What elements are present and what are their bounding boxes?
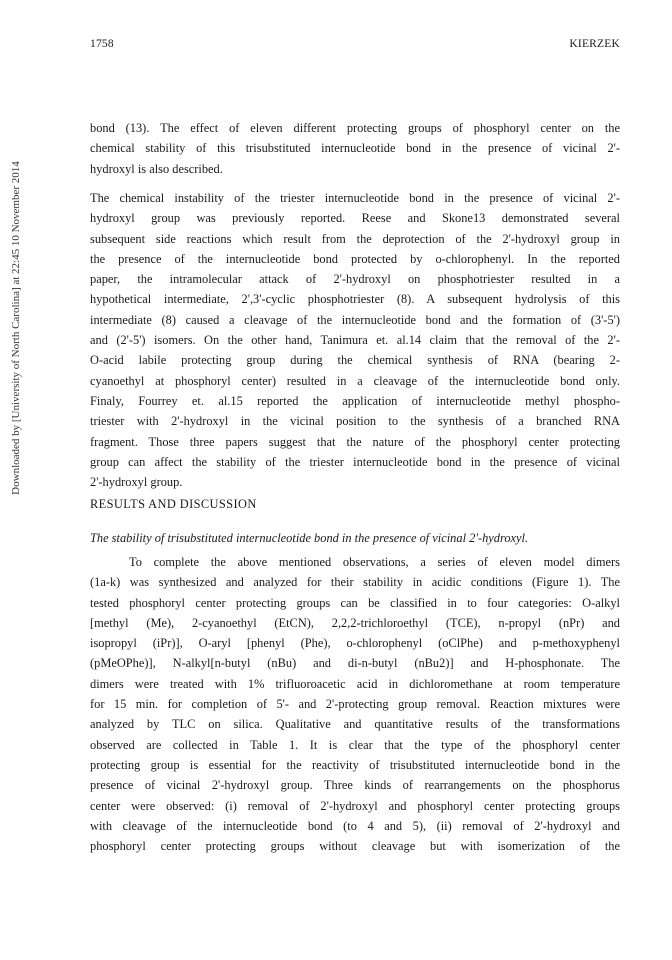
text-line: analyzed by TLC on silica. Qualitative and quantitative results of the transformations [90, 717, 620, 732]
text-line: To complete the above mentioned observations, a series of eleven model dimers [129, 555, 620, 569]
text-line: Finaly, Fourrey et. al.15 reported the application of internucleotide methyl phospho- [90, 393, 620, 408]
text-line: O-acid labile protecting group during the chemical synthesis of RNA (bearing 2- [90, 353, 620, 368]
text-line: bond (13). The effect of eleven different protecting groups of phosphoryl center on the [90, 121, 620, 135]
text-line: center were observed: (i) removal of 2'-hydroxyl and phosphoryl center protecting groups [90, 798, 620, 813]
text-line: isopropyl (iPr)], O-aryl [phenyl (Phe), o-chlorophenyl (oClPhe) and p-methoxyphenyl [90, 636, 620, 651]
text-line: the presence of the internucleotide bond protected by o-chlorophenyl. In the reported [90, 251, 620, 266]
text-line: paper, the intramolecular attack of 2'-hydroxyl on phosphotriester resulted in a [90, 272, 620, 287]
text-line: hydroxyl group was previously reported. Reese and Skone13 demonstrated several [90, 211, 620, 226]
text-line: 2'-hydroxyl group. [90, 475, 183, 490]
text-line: hydroxyl is also described. [90, 161, 223, 176]
text-line: with cleavage of the internucleotide bond (to 4 and 5), (ii) removal of 2'-hydroxyl and [90, 818, 620, 833]
text-line: chemical stability of this trisubstituted internucleotide bond in the presence of vicinal 2'- [90, 141, 620, 156]
text-line: (1a-k) was synthesized and analyzed for their stability in acidic conditions (Figure 1). The [90, 575, 620, 590]
text-line: subsequent side reactions which result from the deprotection of the 2'-hydroxyl group in [90, 231, 620, 246]
paragraph-intro [90, 118, 620, 179]
text-line: cyanoethyl at phosphoryl center) resulted in a cleavage of the internucleotide bond only. [90, 373, 620, 388]
page-number: 1758 [90, 38, 114, 50]
text-line: for 15 min. for completion of 5'- and 2'-protecting group removal. Reaction mixtures were [90, 697, 620, 712]
text-line: [methyl (Me), 2-cyanoethyl (EtCN), 2,2,2-trichloroethyl (TCE), n-propyl (nPr) and [90, 615, 620, 630]
section-heading: RESULTS AND DISCUSSION [90, 497, 257, 511]
text-line: (pMeOPhe)], N-alkyl[n-butyl (nBu) and di-n-butyl (nBu2)] and H-phosphonate. The [90, 656, 620, 671]
text-line: intermediate (8) caused a cleavage of the internucleotide bond and the formation of (3'-5') [90, 312, 620, 327]
text-line: protecting group is essential for the reactivity of trisubstituted internucleotide bond in the [90, 757, 620, 772]
paragraph-background [90, 188, 620, 492]
running-title: KIERZEK [569, 38, 620, 50]
text-line: triester with 2'-hydroxyl in the vicinal position to the synthesis of a branched RNA [90, 414, 620, 429]
download-watermark: Downloaded by [University of North Carolina] at 22:45 10 November 2014 [10, 161, 22, 495]
text-line: phosphoryl center protecting groups without cleavage but with isomerization of the [90, 839, 620, 854]
text-line: The chemical instability of the triester internucleotide bond in the presence of vicinal 2'- [90, 191, 620, 205]
text-line: dimers were treated with 1% trifluoroacetic acid in dichloromethane at room temperature [90, 676, 620, 691]
text-line: group can affect the stability of the triester internucleotide bond in the presence of vicinal [90, 454, 620, 469]
text-line: hypothetical intermediate, 2',3'-cyclic phosphotriester (8). A subsequent hydrolysis of this [90, 292, 620, 307]
text-line: and (2'-5') isomers. On the other hand, Tanimura et. al.14 claim that the removal of the 2'- [90, 333, 620, 348]
text-line: tested phosphoryl center protecting groups can be classified in to four categories: O-alkyl [90, 595, 620, 610]
subsection-heading: The stability of trisubstituted internucleotide bond in the presence of vicinal 2'-hydroxyl. [90, 531, 529, 545]
text-line: observed are collected in Table 1. It is clear that the type of the phosphoryl center [90, 737, 620, 752]
paragraph-results [90, 552, 620, 856]
text-line: fragment. Those three papers suggest that the nature of the phosphoryl center protecting [90, 434, 620, 449]
text-line: presence of vicinal 2'-hydroxyl group. Three kinds of rearrangements on the phosphorus [90, 778, 620, 793]
